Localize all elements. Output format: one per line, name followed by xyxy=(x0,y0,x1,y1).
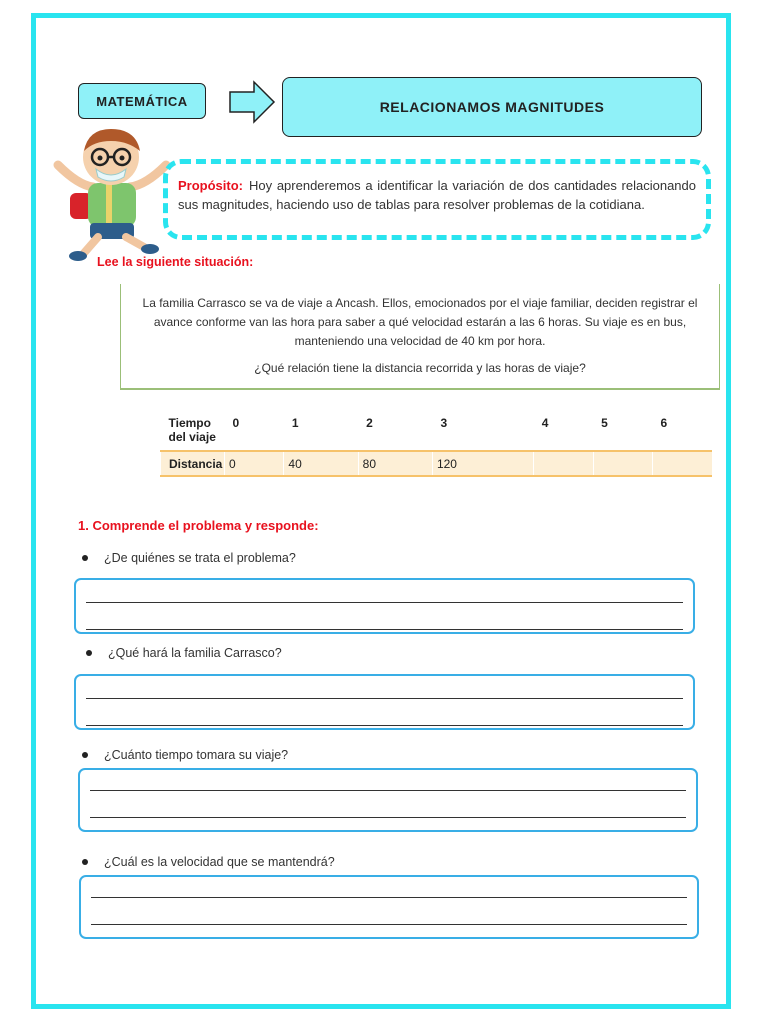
table-row xyxy=(161,451,713,476)
answer-line[interactable] xyxy=(91,898,687,925)
bullet-icon xyxy=(86,650,92,656)
purpose-text: Hoy aprenderemos a identificar la variación de dos cantidades relacionando sus magnitudes, haciendo uso de tablas para resolver problemas de la cotidiana. xyxy=(178,178,696,212)
situation-box xyxy=(120,284,720,390)
table-cell: 40 xyxy=(284,451,358,476)
table-cell[interactable] xyxy=(534,451,593,476)
table-header-cell: 5 xyxy=(601,416,608,430)
answer-line[interactable] xyxy=(86,699,683,726)
question-text: ¿Qué hará la familia Carrasco? xyxy=(108,646,282,660)
page-title: RELACIONAMOS MAGNITUDES xyxy=(282,77,702,137)
table-cell: 0 xyxy=(225,451,284,476)
situation-heading: Lee la siguiente situación: xyxy=(97,255,254,269)
table-header-cell: 1 xyxy=(291,416,299,430)
table-cell[interactable] xyxy=(653,451,712,476)
arrow-right-icon xyxy=(228,80,276,124)
situation-question: ¿Qué relación tiene la distancia recorrida y las horas de viaje? xyxy=(254,361,586,375)
answer-box-1[interactable] xyxy=(74,578,695,634)
answer-line[interactable] xyxy=(91,877,687,898)
answer-line[interactable] xyxy=(86,603,683,630)
student-illustration-icon xyxy=(48,125,173,265)
subject-label: MATEMÁTICA xyxy=(78,83,206,119)
table-header-cell: 3 xyxy=(440,416,448,430)
table-cell[interactable] xyxy=(593,451,652,476)
answer-box-2[interactable] xyxy=(74,674,695,730)
table-header-cell: 4 xyxy=(541,416,549,430)
table-cell: 80 xyxy=(358,451,432,476)
question-text: ¿Cuánto tiempo tomara su viaje? xyxy=(104,748,289,762)
bullet-icon xyxy=(82,859,88,865)
question-text: ¿Cuál es la velocidad que se mantendrá? xyxy=(104,855,335,869)
bullet-icon xyxy=(82,555,88,561)
bullet-icon xyxy=(82,752,88,758)
question-text: ¿De quiénes se trata el problema? xyxy=(104,551,296,565)
table-header-cell: 2 xyxy=(366,416,373,430)
question-3 xyxy=(82,748,288,762)
answer-line[interactable] xyxy=(90,770,686,791)
table-row-label: Distancia xyxy=(161,451,225,476)
answer-line[interactable] xyxy=(86,676,683,699)
question-4 xyxy=(82,855,335,869)
answer-box-3[interactable] xyxy=(78,768,698,832)
purpose-box xyxy=(163,159,711,240)
table-header-label: Tiempo del viaje xyxy=(168,416,216,444)
table-header-cell: 6 xyxy=(660,416,668,430)
time-distance-table xyxy=(160,410,712,477)
answer-box-4[interactable] xyxy=(79,875,699,939)
section1-heading: 1. Comprende el problema y responde: xyxy=(78,518,319,533)
table-header-cell: 0 xyxy=(232,416,240,430)
answer-line[interactable] xyxy=(86,580,683,603)
table-header-row xyxy=(161,410,713,451)
situation-paragraph: La familia Carrasco se va de viaje a Ancash. Ellos, emocionados por el viaje familiar, deciden registrar el avance conforme van las hora para saber a qué velocidad estarán a las 6 horas. Su viaje es en bus, manteniendo una velocidad de 40 km por hora. xyxy=(142,296,698,348)
question-2 xyxy=(86,646,282,660)
answer-line[interactable] xyxy=(90,791,686,818)
purpose-label: Propósito: xyxy=(178,178,243,193)
question-1 xyxy=(82,551,296,565)
table-cell: 120 xyxy=(432,451,533,476)
